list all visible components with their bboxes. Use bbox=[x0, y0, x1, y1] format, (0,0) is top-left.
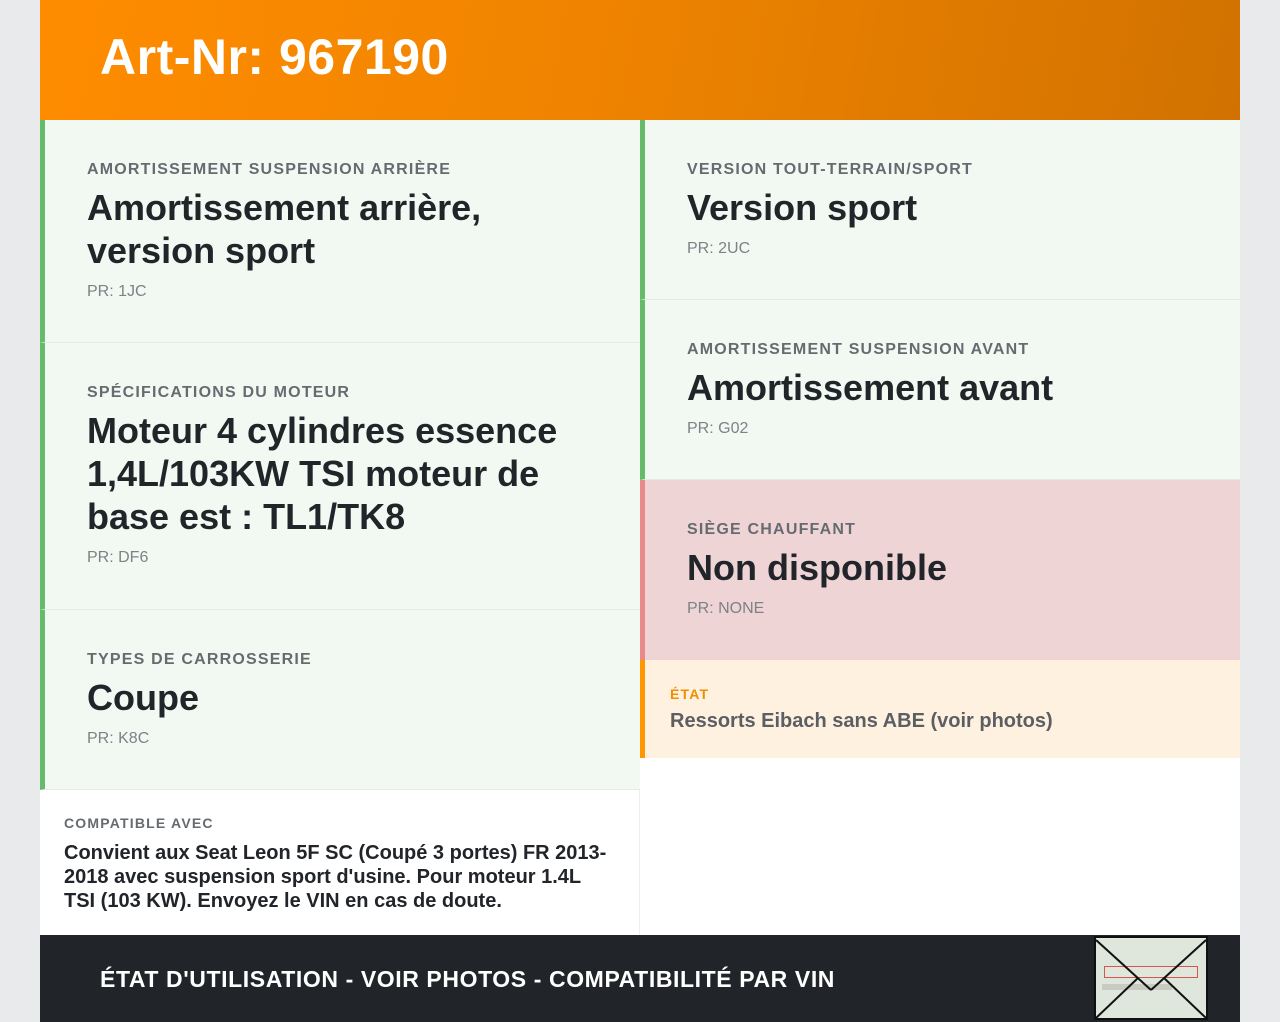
spec-pr-code: PR: G02 bbox=[687, 420, 749, 437]
spec-label: AMORTISSEMENT SUSPENSION AVANT bbox=[687, 341, 1030, 358]
spec-label: VERSION TOUT-TERRAIN/SPORT bbox=[687, 161, 974, 178]
spec-value: Amortissement avant bbox=[687, 367, 1054, 408]
spec-value: Non disponible bbox=[687, 547, 947, 588]
condition-label: ÉTAT bbox=[670, 686, 710, 702]
spec-pr-code: PR: K8C bbox=[87, 730, 150, 747]
spec-label: SPÉCIFICATIONS DU MOTEUR bbox=[87, 384, 351, 401]
spec-label: AMORTISSEMENT SUSPENSION ARRIÈRE bbox=[87, 161, 452, 178]
spec-pr-code: PR: 1JC bbox=[87, 283, 147, 300]
compatibility-section bbox=[40, 790, 640, 935]
spec-value: Moteur 4 cylindres essence 1,4L/103KW TSI moteur de base est : TL1/TK8 bbox=[87, 410, 558, 537]
compatibility-label: COMPATIBLE AVEC bbox=[64, 815, 214, 831]
spec-value: Amortissement arrière, version sport bbox=[87, 187, 482, 271]
spec-label: TYPES DE CARROSSERIE bbox=[87, 651, 312, 668]
condition-text: Ressorts Eibach sans ABE (voir photos) bbox=[670, 710, 1053, 732]
right-column bbox=[640, 120, 1240, 660]
page bbox=[40, 0, 1240, 1022]
spec-card-engine bbox=[40, 343, 640, 610]
spec-card-front-suspension bbox=[640, 300, 1240, 480]
spec-value: Coupe bbox=[87, 677, 199, 718]
left-column bbox=[40, 120, 640, 790]
spec-card-rear-suspension bbox=[40, 120, 640, 343]
spec-pr-code: PR: DF6 bbox=[87, 549, 149, 566]
header bbox=[40, 0, 1240, 120]
spec-pr-code: PR: NONE bbox=[687, 600, 765, 617]
compatibility-text: Convient aux Seat Leon 5F SC (Coupé 3 portes) FR 2013-2018 avec suspension sport d'usine. Pour moteur 1.4L TSI (103 KW). Envoyez le VIN en cas de doute. bbox=[64, 842, 607, 912]
footer-banner bbox=[40, 935, 1240, 1022]
spec-label: SIÈGE CHAUFFANT bbox=[687, 521, 857, 538]
mail-envelope-icon[interactable] bbox=[1094, 936, 1208, 1020]
envelope-outline bbox=[1096, 938, 1206, 1018]
spec-card-heated-seat bbox=[640, 480, 1240, 660]
spec-card-sport-version bbox=[640, 120, 1240, 300]
spec-value: Version sport bbox=[687, 187, 918, 228]
spec-card-body-type bbox=[40, 610, 640, 790]
page-title: Art-Nr: 967190 bbox=[100, 29, 449, 85]
condition-note bbox=[640, 660, 1240, 758]
footer-text: ÉTAT D'UTILISATION - VOIR PHOTOS - COMPATIBILITÉ PAR VIN bbox=[100, 966, 836, 992]
spec-pr-code: PR: 2UC bbox=[687, 240, 751, 257]
